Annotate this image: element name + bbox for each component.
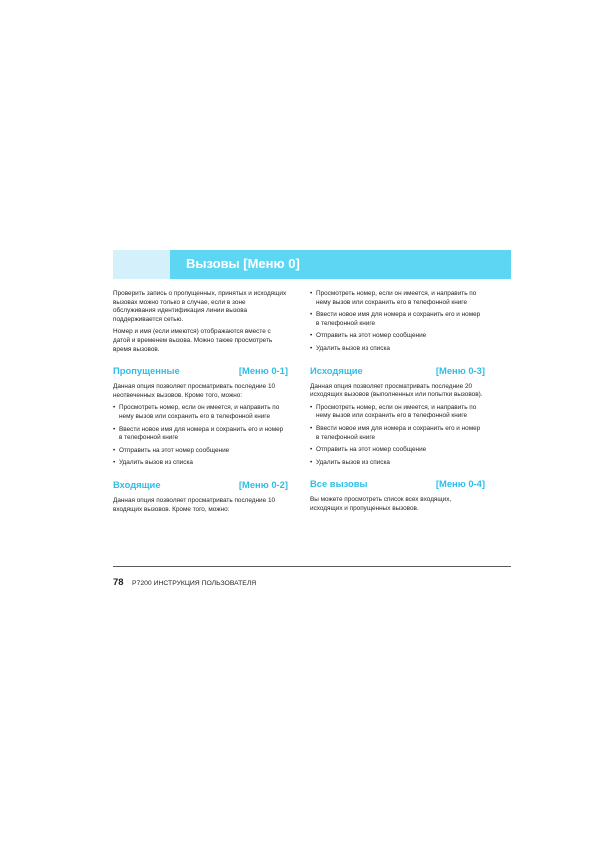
incoming-calls-title: Входящие xyxy=(113,478,161,490)
page-footer xyxy=(113,572,256,590)
all-calls-title: Все вызовы xyxy=(310,478,368,490)
list-item: • Ввести новое имя для номера и сохранить его и номер в телефонной книге xyxy=(310,311,485,328)
intro-paragraph: Проверить запись о пропущенных, принятых и исходящих вызовах можно только в случае, если в зоне обслуживания идентификация линии вызова поддерживается сетью. xyxy=(113,290,287,323)
missed-calls-title: Пропущенные xyxy=(113,365,180,377)
missed-calls-header xyxy=(113,365,288,377)
list-item: • Ввести новое имя для номера и сохранить его и номер в телефонной книге xyxy=(310,425,485,442)
all-calls-header xyxy=(310,478,485,490)
page-number: 78 xyxy=(113,577,124,588)
list-item: • Отправить на этот номер сообщение xyxy=(113,447,288,456)
outgoing-calls-options xyxy=(310,404,485,468)
incoming-calls-description: Данная опция позволяет просматривать последние 10 входящих вызовов. Кроме того, можно: xyxy=(113,496,276,513)
section-banner xyxy=(113,250,511,279)
list-item: • Удалить вызов из списка xyxy=(310,459,485,468)
missed-calls-description: Данная опция позволяет просматривать последние 10 неотвеченных вызовов. Кроме того, можно: xyxy=(113,383,276,399)
footer-manual-title: P7200 ИНСТРУКЦИЯ ПОЛЬЗОВАТЕЛЯ xyxy=(132,580,257,587)
intro-paragraph: Номер и имя (если имеются) отображаются вместе с датой и временем вызова. Можно также просмотреть время вызовов. xyxy=(113,328,273,353)
incoming-calls-options xyxy=(310,290,485,354)
missed-calls-options xyxy=(113,404,288,468)
list-item: • Удалить вызов из списка xyxy=(310,345,485,354)
all-calls-description: Вы можете просмотреть список всех входящих, исходящих и пропущенных вызовов. xyxy=(310,496,452,512)
outgoing-calls-header xyxy=(310,365,485,377)
footer-divider xyxy=(113,566,511,567)
list-item: • Отправить на этот номер сообщение xyxy=(310,332,485,341)
incoming-calls-header xyxy=(113,479,288,491)
left-column xyxy=(113,290,288,518)
right-column xyxy=(310,290,485,518)
list-item: • Удалить вызов из списка xyxy=(113,459,288,468)
all-calls-menu-ref: [Меню 0-4] xyxy=(435,478,485,490)
list-item: • Отправить на этот номер сообщение xyxy=(310,446,485,455)
list-item: • Просмотреть номер, если он имеется, и направить по нему вызов или сохранить его в телефонной книге xyxy=(310,290,485,307)
list-item: • Ввести новое имя для номера и сохранить его и номер в телефонной книге xyxy=(113,426,288,443)
outgoing-calls-description: Данная опция позволяет просматривать последние 20 исходящих вызовов (выполненных или попытки вызовов). xyxy=(310,382,483,399)
outgoing-calls-title: Исходящие xyxy=(310,364,363,376)
incoming-calls-menu-ref: [Меню 0-2] xyxy=(238,478,288,490)
list-item: • Просмотреть номер, если он имеется, и направить по нему вызов или сохранить его в телефонной книге xyxy=(310,404,485,421)
list-item: • Просмотреть номер, если он имеется, и направить по нему вызов или сохранить его в телефонной книге xyxy=(113,404,288,421)
missed-calls-menu-ref: [Меню 0-1] xyxy=(238,365,288,377)
section-title: Вызовы [Меню 0] xyxy=(186,256,300,271)
banner-light-block xyxy=(113,250,170,279)
outgoing-calls-menu-ref: [Меню 0-3] xyxy=(435,364,485,376)
